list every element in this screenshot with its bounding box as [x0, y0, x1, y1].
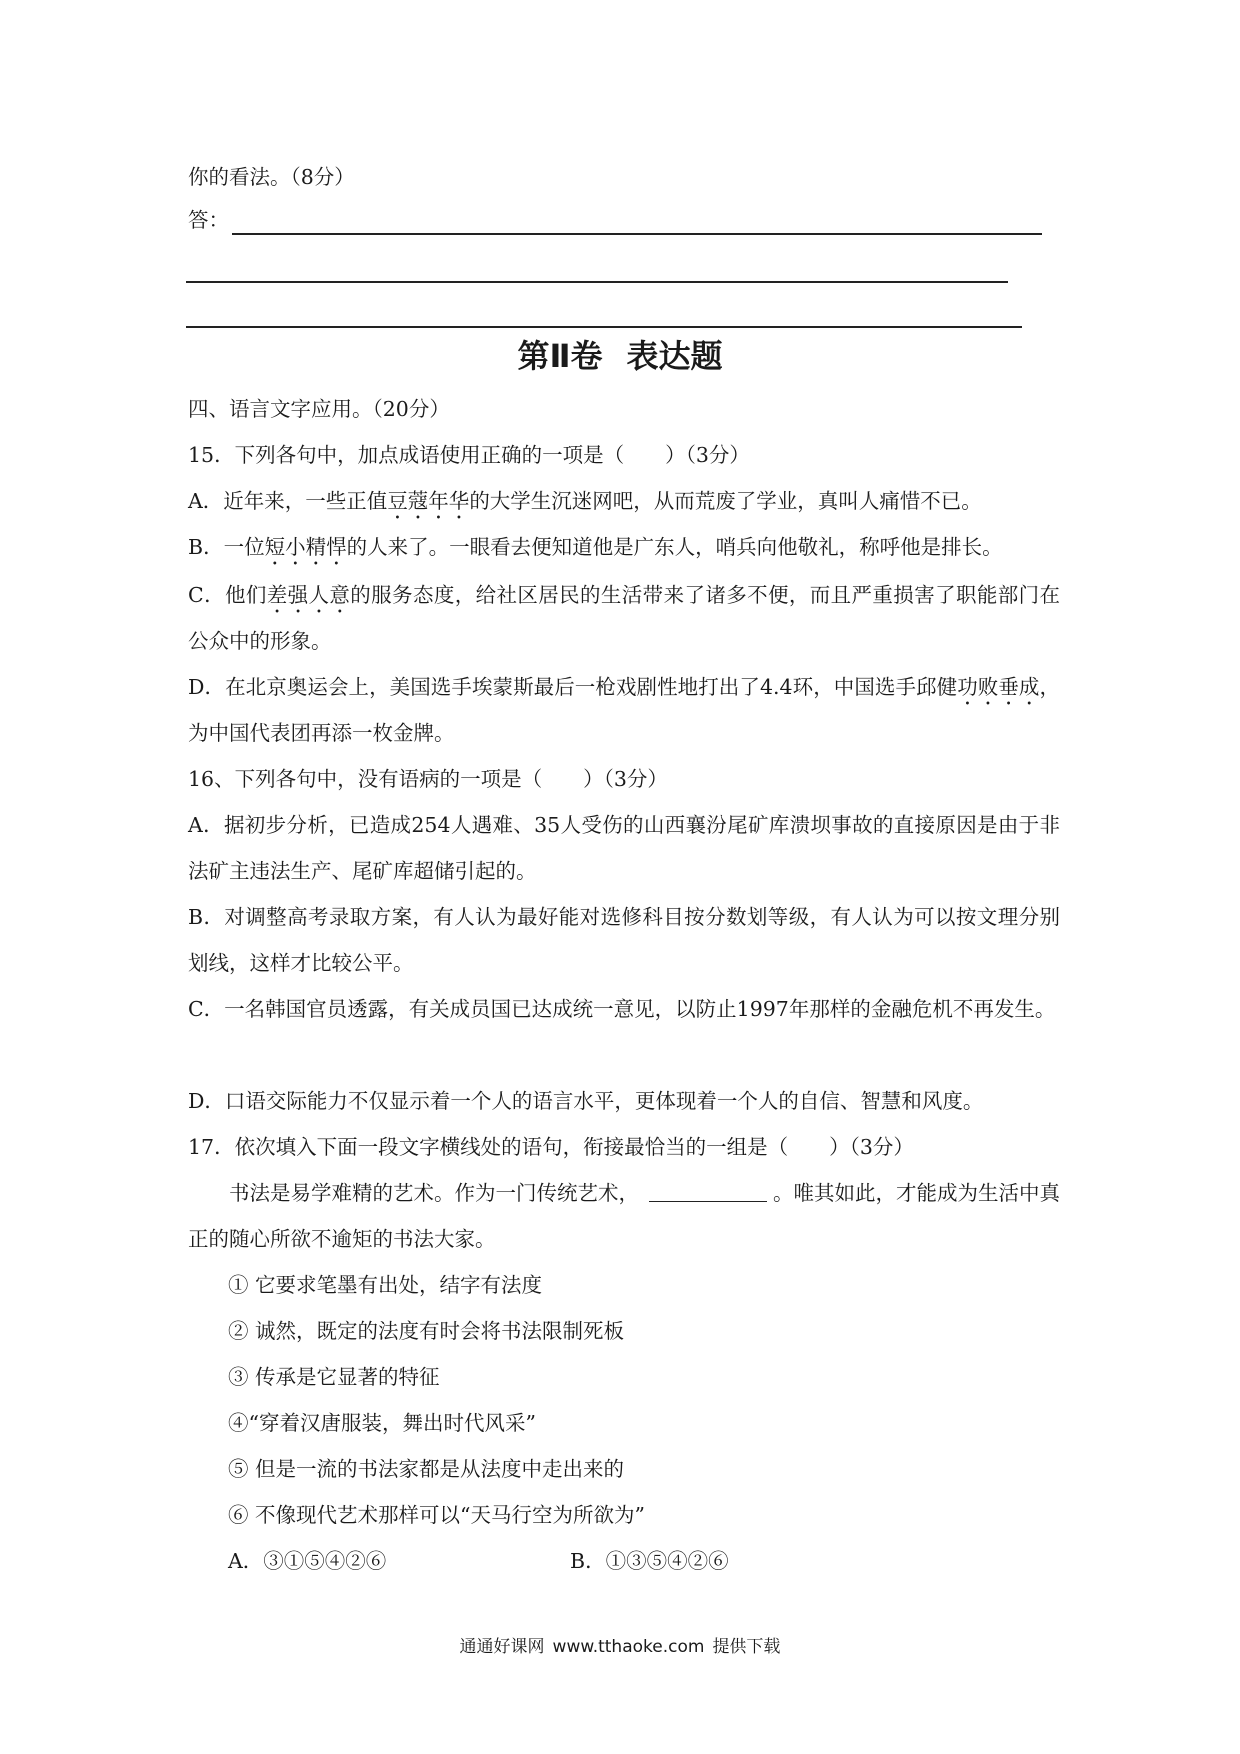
q15-option-d: D．在北京奥运会上，美国选手埃蒙斯最后一枪戏剧性地打出了4.4环，中国选手邱健功败垂成，为中国代表团再添一枚金牌。: [188, 675, 1060, 745]
q15-option-c: C．他们差强人意的服务态度，给社区居民的生活带来了诸多不便，而且严重损害了职能部门在公众中的形象。: [188, 583, 1061, 653]
q16-option-d: D．口语交际能力不仅显示着一个人的语言水平，更体现着一个人的自信、智慧和风度。: [188, 1089, 984, 1113]
answer-label: 答：: [188, 208, 229, 232]
q16-option-b: B．对调整高考录取方案，有人认为最好能对选修科目按分数划等级，有人认为可以按文理分别划线，这样才比较公平。: [188, 905, 1060, 975]
q17-item-1: ① 它要求笔墨有出处，结字有法度: [228, 1273, 543, 1297]
q15-b-idiom: 短小精悍: [264, 535, 347, 559]
q15-stem: 15．下列各句中，加点成语使用正确的一项是（ ）（3分）: [188, 443, 750, 467]
q17-stem: 17．依次填入下面一段文字横线处的语句，衔接最恰当的一组是（ ）（3分）: [188, 1135, 914, 1159]
q15-d-idiom: 功败垂成: [957, 675, 1040, 699]
q17-option-a: A．③①⑤④②⑥: [228, 1549, 387, 1573]
q17-item-2: ② 诚然，既定的法度有时会将书法限制死板: [228, 1319, 625, 1343]
q16-option-c: C．一名韩国官员透露，有关成员国已达成统一意见，以防止1997年那样的金融危机不再发生。: [188, 997, 1056, 1021]
q17-item-4: ④“穿着汉唐服装，舞出时代风采”: [228, 1411, 536, 1435]
q15-option-b: B．一位短小精悍的人来了。一眼看去便知道他是广东人，哨兵向他敬礼，称呼他是排长。: [188, 535, 1003, 559]
part-heading: [0, 336, 1240, 376]
q17-option-b: B．①③⑤④②⑥: [570, 1549, 729, 1573]
heading-volume: 第Ⅱ卷: [517, 337, 603, 375]
heading-title: 表达题: [626, 337, 723, 375]
fill-blank: [649, 1181, 767, 1202]
q17-item-3: ③ 传承是它显著的特征: [228, 1365, 440, 1389]
section-title: 四、语言文字应用。（20分）: [188, 397, 450, 421]
q17-paragraph: 书法是易学难精的艺术。作为一门传统艺术， 。唯其如此，才能成为生活中真正的随心所欲不逾矩的书法大家。: [188, 1181, 1060, 1251]
footer-site: 通通好课网: [459, 1637, 545, 1657]
q15-c-idiom: 差强人意: [266, 583, 351, 607]
footer-url: www.tthaoke.com: [552, 1637, 705, 1657]
q16-stem: 16、下列各句中，没有语病的一项是（ ）（3分）: [188, 767, 668, 791]
footer-note: 提供下载: [712, 1637, 781, 1657]
continuation-text: 你的看法。（8分）: [188, 165, 355, 189]
page-footer: [0, 1635, 1240, 1659]
answer-line-1: [232, 233, 1042, 235]
q17-item-5: ⑤ 但是一流的书法家都是从法度中走出来的: [228, 1457, 625, 1481]
answer-line-3: [186, 326, 1022, 328]
answer-line-2: [186, 281, 1008, 283]
q16-option-a: A．据初步分析，已造成254人遇难、35人受伤的山西襄汾尾矿库溃坝事故的直接原因是由于非法矿主违法生产、尾矿库超储引起的。: [188, 813, 1060, 883]
q15-a-idiom: 豆蔻年华: [387, 489, 470, 513]
q15-option-a: A．近年来，一些正值豆蔻年华的大学生沉迷网吧，从而荒废了学业，真叫人痛惜不已。: [188, 489, 982, 513]
q17-item-6: ⑥ 不像现代艺术那样可以“天马行空为所欲为”: [228, 1503, 645, 1527]
